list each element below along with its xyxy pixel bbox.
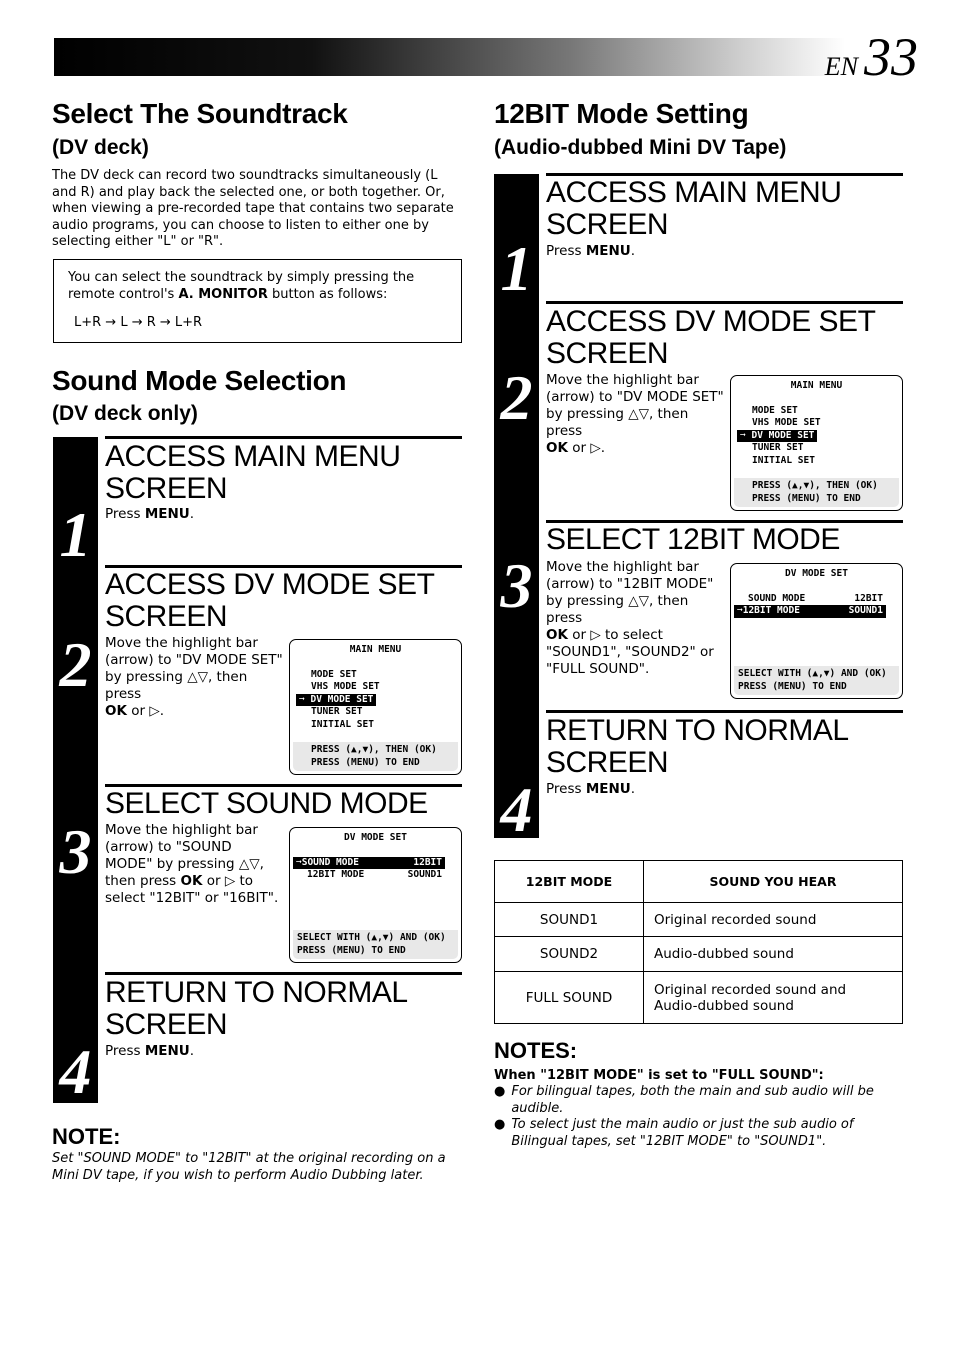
notes-lead: When "12BIT MODE" is set to "FULL SOUND": — [494, 1068, 824, 1083]
step-title-line: RETURN TO NORMAL — [546, 714, 849, 747]
step-text — [105, 822, 285, 907]
step-text-part: . — [189, 506, 195, 522]
menu-item: TUNER SET — [752, 442, 804, 453]
screen-footer-line: SELECT WITH (▲,▼) AND (OK) — [738, 668, 887, 679]
note-item-text: To select just the main audio or just the sub audio of Bilingual tapes, set "12BIT MODE" to "SOUND1". — [511, 1117, 854, 1149]
step-title-line: SCREEN — [546, 208, 669, 241]
step-text — [105, 506, 194, 523]
menu-item-label: DV MODE SET — [751, 429, 815, 441]
step-number: 2 — [59, 629, 92, 700]
step-title-line: SCREEN — [546, 746, 669, 779]
step-text-line: Move the highlight bar — [105, 822, 258, 838]
step-number: 1 — [500, 233, 533, 304]
soundtrack-paragraph: The DV deck can record two soundtracks simultaneously (L and R) and play back the selected one, or both together. Or, when viewing a pre-recorded tape that contains two separate audio programs, you can choose to listen to either one by selecting either "L" or "R". — [52, 168, 454, 249]
step-text-line: MODE" by pressing △▽, — [105, 856, 264, 872]
page-number-value: 33 — [864, 27, 918, 87]
menu-item: MODE SET — [752, 404, 798, 416]
step-title-line: SCREEN — [105, 600, 228, 633]
menu-key-label: MENU — [144, 1043, 190, 1059]
menu-item-label: DV MODE SET — [310, 693, 374, 705]
step-text-line: by pressing △▽, then press — [546, 406, 689, 439]
note-title: NOTE: — [52, 1124, 121, 1149]
language-label: EN — [824, 52, 858, 81]
step-title — [105, 977, 408, 1041]
step-text-part: . — [630, 781, 636, 797]
bullet-icon: ● — [494, 1084, 506, 1099]
ok-key-label: OK — [546, 627, 568, 643]
step-divider — [105, 436, 462, 439]
step-text-line: Move the highlight bar — [546, 372, 699, 388]
soundtrack-title: Select The Soundtrack — [52, 98, 348, 129]
step-text-line: Move the highlight bar — [546, 559, 699, 575]
menu-item: INITIAL SET — [311, 718, 374, 730]
setting-value: 12BIT — [413, 856, 442, 868]
step-title — [105, 569, 434, 633]
step-text-part: or ▷ to select — [567, 627, 663, 643]
step-text — [546, 243, 635, 260]
screen-title: DV MODE SET — [785, 568, 848, 579]
table-header: SOUND YOU HEAR — [644, 861, 903, 903]
step-text-part: or ▷. — [567, 440, 606, 456]
notes-list — [494, 1084, 904, 1150]
setting-row-selected — [734, 605, 886, 618]
12bit-subtitle: (Audio-dubbed Mini DV Tape) — [494, 136, 787, 159]
step-text-line — [546, 440, 726, 457]
step-text-part: . — [630, 243, 636, 259]
menu-key-label: MENU — [144, 506, 190, 522]
screen-footer-line: PRESS (MENU) TO END — [297, 944, 406, 956]
screen-footer — [734, 666, 899, 695]
screen-title: DV MODE SET — [344, 832, 407, 843]
step-title — [546, 715, 849, 779]
setting-value: SOUND1 — [407, 869, 442, 880]
step-title-line: SCREEN — [105, 1008, 228, 1041]
step-text-line: (arrow) to "DV MODE SET" — [105, 652, 283, 668]
bullet-icon: ● — [494, 1117, 506, 1132]
step-text-line: (arrow) to "SOUND — [105, 839, 232, 855]
step-text-part: . — [189, 1043, 195, 1059]
step-text-line: by pressing △▽, then press — [546, 593, 689, 626]
step-title-line: ACCESS MAIN MENU — [105, 440, 401, 473]
ok-key-label: OK — [546, 440, 568, 456]
step-divider — [546, 301, 903, 304]
menu-item: MODE SET — [311, 668, 357, 680]
screen-title: MAIN MENU — [790, 380, 843, 391]
step-title — [546, 306, 875, 370]
info-line-1: You can select the soundtrack by simply pressing the — [68, 270, 415, 285]
arrow-icon: ➞ — [299, 693, 305, 705]
step-divider — [546, 710, 903, 713]
step-title-line: SCREEN — [546, 337, 669, 370]
setting-row — [293, 869, 445, 882]
setting-label-text: 12BIT MODE — [742, 605, 800, 616]
table-row — [495, 972, 903, 1024]
sound-mode-title: Sound Mode Selection — [52, 365, 347, 396]
menu-key-label: MENU — [585, 243, 631, 259]
dv-mode-set-screen — [730, 563, 903, 699]
step-text-line — [546, 627, 726, 644]
step-title-line: SCREEN — [105, 472, 228, 505]
ok-key-label: OK — [180, 873, 203, 889]
main-menu-screen — [289, 639, 462, 775]
menu-key-label: MENU — [585, 781, 631, 797]
step-number: 3 — [500, 550, 533, 621]
step-number: 4 — [500, 774, 533, 845]
step-text-part: Press — [105, 506, 145, 522]
step-text-line: "SOUND1", "SOUND2" or — [546, 644, 714, 660]
step-text-part: or ▷. — [126, 703, 165, 719]
page-number — [824, 26, 918, 87]
setting-row — [734, 593, 886, 606]
soundtrack-info-box — [53, 259, 462, 343]
settings-list — [290, 857, 461, 882]
table-row — [495, 903, 903, 937]
step-title — [546, 177, 841, 241]
step-text-line: by pressing △▽, then press — [105, 669, 248, 702]
screen-footer — [734, 478, 899, 507]
step-title-line: ACCESS MAIN MENU — [546, 176, 842, 209]
note-text: Set "SOUND MODE" to "12BIT" at the original recording on a Mini DV tape, if you wish to perform Audio Dubbing later. — [52, 1151, 446, 1183]
step-title-line: SELECT 12BIT MODE — [546, 523, 840, 556]
screen-footer-line: PRESS (▲,▼), THEN (OK) — [752, 480, 878, 491]
step-text-line: "FULL SOUND". — [546, 661, 650, 677]
step-divider — [105, 972, 462, 975]
arrow-icon: ➞ — [296, 856, 302, 868]
setting-label: 12BIT MODE — [307, 869, 365, 880]
info-line-2-post: button as follows: — [267, 286, 388, 302]
table-cell: Original recorded sound — [644, 903, 903, 937]
notes-title: NOTES: — [494, 1038, 578, 1063]
step-title-line: RETURN TO NORMAL — [105, 976, 408, 1009]
step-number: 4 — [59, 1036, 92, 1107]
table-cell: FULL SOUND — [495, 972, 644, 1024]
screen-footer-line: PRESS (MENU) TO END — [311, 756, 420, 768]
step-text — [105, 635, 285, 720]
note-item-text: For bilingual tapes, both the main and sub audio will be audible. — [511, 1084, 874, 1116]
menu-item: VHS MODE SET — [752, 417, 821, 428]
sound-mode-subtitle: (DV deck only) — [52, 402, 198, 425]
arrow-icon: ➞ — [737, 605, 743, 616]
screen-footer-line: SELECT WITH (▲,▼) AND (OK) — [297, 932, 446, 943]
dv-mode-set-screen — [289, 827, 462, 963]
menu-item: VHS MODE SET — [311, 681, 380, 692]
step-title-line: ACCESS DV MODE SET — [105, 568, 435, 601]
step-text-part: Press — [546, 781, 586, 797]
setting-value: 12BIT — [854, 592, 883, 604]
menu-item: INITIAL SET — [752, 454, 815, 466]
step-text — [546, 372, 726, 457]
screen-footer-line: PRESS (▲,▼), THEN (OK) — [311, 744, 437, 755]
main-menu-screen — [730, 375, 903, 511]
step-title-line: SELECT SOUND MODE — [105, 787, 428, 820]
step-text-line — [105, 873, 285, 890]
step-title — [105, 441, 400, 505]
screen-title: MAIN MENU — [349, 644, 402, 655]
step-text-part: or ▷ to — [202, 873, 254, 889]
step-text-part: Press — [105, 1043, 145, 1059]
soundtrack-sequence: L+R → L → R → L+R — [74, 315, 203, 330]
note-item — [494, 1084, 904, 1117]
step-text-line: select "12BIT" or "16BIT". — [105, 890, 279, 906]
table-cell: SOUND1 — [495, 903, 644, 937]
step-text-line: (arrow) to "12BIT MODE" — [546, 576, 714, 592]
table-cell: Audio-dubbed sound — [644, 937, 903, 972]
table-row — [495, 937, 903, 972]
screen-footer-line: PRESS (MENU) TO END — [752, 492, 861, 504]
menu-list — [290, 669, 461, 732]
setting-row-selected — [293, 857, 445, 870]
header-gradient-bar — [54, 38, 914, 76]
sound-table — [494, 860, 903, 1024]
setting-label-text: SOUND MODE — [301, 856, 359, 868]
setting-label: SOUND MODE — [748, 592, 806, 604]
step-text-part: then press — [105, 873, 181, 889]
table-cell: Original recorded sound and Audio-dubbed sound — [644, 972, 903, 1024]
setting-label — [296, 857, 359, 870]
step-title — [105, 788, 428, 820]
info-line-2-pre: remote control's — [68, 286, 179, 302]
step-text-part: Press — [546, 243, 586, 259]
arrow-icon: ➞ — [740, 429, 746, 441]
step-text — [546, 781, 635, 798]
setting-value: SOUND1 — [848, 605, 883, 616]
info-line-2 — [68, 287, 447, 304]
12bit-title: 12BIT Mode Setting — [494, 98, 749, 129]
step-title-line: ACCESS DV MODE SET — [546, 305, 876, 338]
menu-item: TUNER SET — [311, 706, 363, 717]
note-item — [494, 1117, 904, 1150]
table-cell: SOUND2 — [495, 937, 644, 972]
a-monitor-label: A. MONITOR — [178, 286, 268, 302]
step-text-line: Move the highlight bar — [105, 635, 258, 651]
step-number: 2 — [500, 362, 533, 433]
step-title — [546, 524, 840, 556]
step-number: 1 — [59, 499, 92, 570]
step-text-line: (arrow) to "DV MODE SET" — [546, 389, 724, 405]
table-header: 12BIT MODE — [495, 861, 644, 903]
ok-key-label: OK — [105, 703, 127, 719]
setting-label — [737, 605, 800, 618]
step-number: 3 — [59, 816, 92, 887]
screen-footer — [293, 742, 458, 771]
screen-footer-line: PRESS (MENU) TO END — [738, 680, 847, 692]
soundtrack-subtitle: (DV deck) — [52, 136, 149, 159]
screen-footer — [293, 930, 458, 959]
step-text — [105, 1043, 194, 1060]
menu-item-selected — [737, 430, 902, 443]
step-text-line — [105, 703, 285, 720]
settings-list — [731, 593, 902, 618]
step-text — [546, 559, 726, 678]
menu-list — [731, 405, 902, 468]
table-header-row — [495, 861, 903, 903]
menu-item-selected — [296, 694, 461, 707]
